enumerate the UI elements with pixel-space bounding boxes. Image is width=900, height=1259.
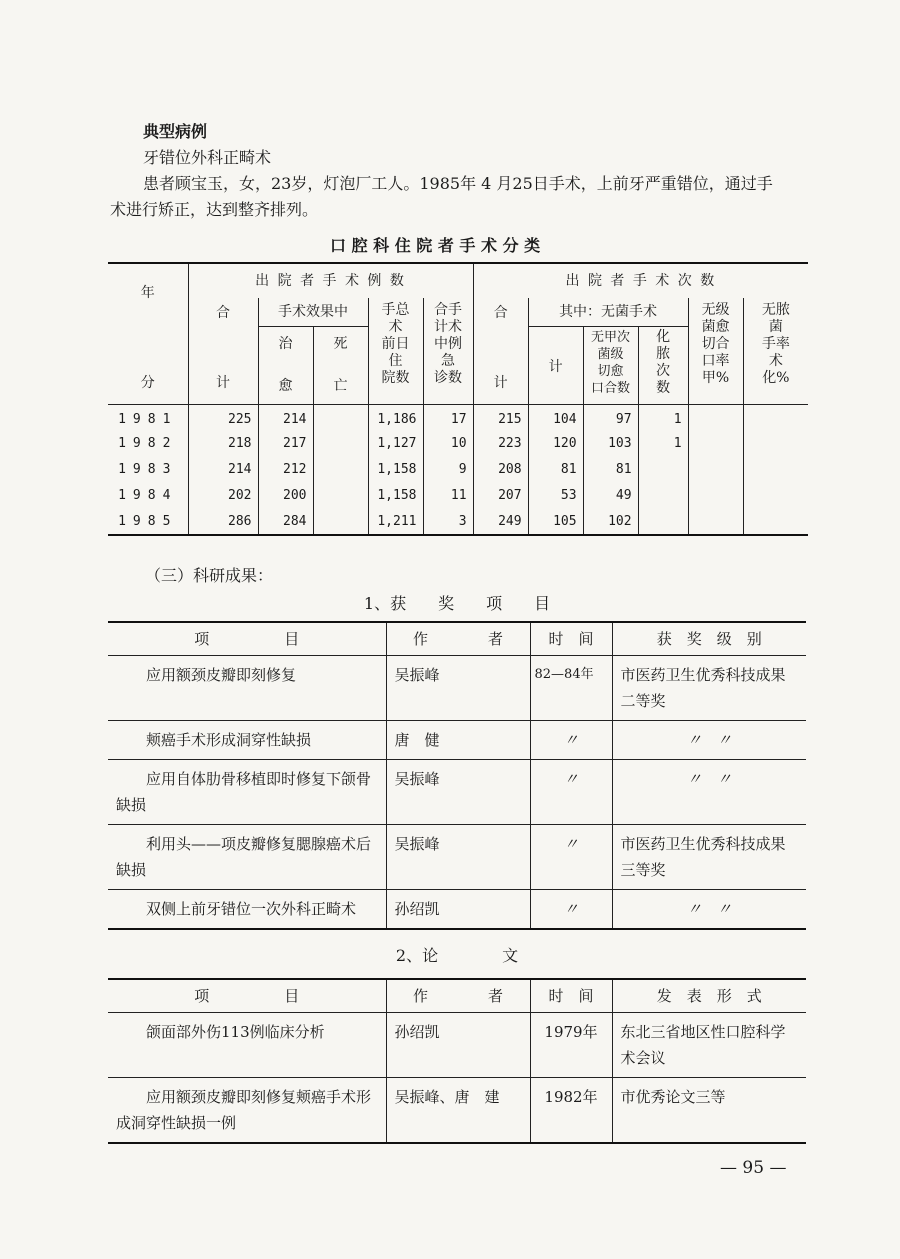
emergency-text: 合手 计术 中例 急 诊数 [434,302,463,386]
surgery-cell-rate [743,483,808,509]
surgery-cell-rate [743,431,808,457]
rate-suppuration-header [743,298,808,405]
surgery-cell-primary: 81 [583,457,638,483]
papers-header-author: 作 者 [386,979,530,1013]
year-header-top: 年 [140,285,155,301]
surgery-row [108,483,808,509]
paper-row [108,1013,806,1078]
surgery-cell-year: 1985 [108,509,188,535]
papers-table [108,978,806,1144]
award-row [108,825,806,890]
surgery-cell-emerg: 3 [423,509,473,535]
papers-table-body [108,1013,806,1144]
surgery-cell-emerg: 11 [423,483,473,509]
surgery-cell-supp [638,509,688,535]
award-time: 〃 [530,890,612,930]
surgery-cell-year: 1984 [118,488,178,503]
surgery-cell-aseptic: 104 [528,405,583,431]
surgery-cell-year: 1982 [118,436,178,451]
ops-total-header [473,298,528,405]
cured-header [258,327,313,405]
surgery-table [108,262,808,536]
suppuration-header [638,327,688,405]
award-row [108,760,806,825]
surgery-cell-rate [688,483,743,509]
aseptic-group-header: 其中：无菌手术 [528,298,688,327]
emergency-header [423,298,473,405]
surgery-row [108,431,808,457]
surgery-cell-rate [743,457,808,483]
surgery-cell-cured: 284 [258,509,313,535]
surgery-cell-ops: 207 [473,483,528,509]
surgery-cell-total: 286 [188,509,258,535]
dead-header-top: 死 [333,336,348,352]
surgery-cell-dead [313,483,368,509]
research-heading: （三）科研成果： [145,566,274,585]
surgery-cell-cured: 212 [258,457,313,483]
surgery-cell-total: 225 [188,405,258,431]
paper-row [108,1078,806,1144]
surgery-cell-aseptic: 81 [528,457,583,483]
dead-header [313,327,368,405]
case-text-line1: 患者顾宝玉，女，23岁，灯泡厂工人。1985年 4 月25日手术，上前牙严重错位，通过手 [143,174,773,193]
year-header-bottom: 分 [140,375,155,391]
award-level: 市医药卫生优秀科技成果二等奖 [612,656,806,721]
awards-table-body [108,656,806,930]
surgery-cell-days: 1,186 [368,405,423,431]
award-time: 82—84年 [530,656,612,721]
page-number: — 95 — [720,1158,787,1178]
preop-days-header [368,298,423,405]
paper-project: 应用额颈皮瓣即刻修复颊癌手术形成洞穿性缺损一例 [108,1078,386,1144]
surgery-cell-rate [688,457,743,483]
award-time: 〃 [530,825,612,890]
award-level: 〃 〃 [612,760,806,825]
case-title: 牙错位外科正畸术 [143,148,272,167]
awards-header-level: 获 奖 级 别 [612,622,806,656]
surgery-cell-dead [313,509,368,535]
aseptic-primary-header [583,327,638,405]
awards-header-time: 时 间 [530,622,612,656]
surgery-cell-days: 1,127 [368,431,423,457]
papers-title: 2、论 文 [395,946,519,965]
total-header-bottom: 计 [216,375,230,391]
aseptic-sub-total-header: 计 [528,327,583,405]
paper-time: 1979年 [530,1013,612,1078]
year-header [108,263,188,405]
table1-title: 口 腔 科 住 院 者 手 术 分 类 [330,236,541,255]
cured-header-bottom: 愈 [278,378,293,394]
award-row [108,890,806,930]
surgery-cell-aseptic: 105 [528,509,583,535]
award-row [108,656,806,721]
rate-suppuration-text: 无脓 菌 手率 术 化% [761,302,790,386]
total-header-top: 合 [216,305,230,321]
award-author: 吴振峰 [386,656,530,721]
dead-header-bottom: 亡 [333,378,348,394]
surgery-cell-primary: 49 [583,483,638,509]
award-project: 应用额颈皮瓣即刻修复 [108,656,386,721]
surgery-cell-total: 202 [188,483,258,509]
total-header [188,298,258,405]
awards-header-row [108,622,806,656]
award-project: 利用头——项皮瓣修复腮腺癌术后缺损 [108,825,386,890]
surgery-cell-ops: 208 [473,457,528,483]
surgery-cell-year: 1983 [118,462,178,477]
surgery-row [108,509,808,535]
award-author: 吴振峰 [386,760,530,825]
award-time: 〃 [530,721,612,760]
awards-title: 1、获 奖 项 目 [363,594,551,613]
surgery-cell-supp [638,457,688,483]
group-discharge-cases: 出 院 者 手 术 例 数 [188,263,473,298]
surgery-cell-rate [688,431,743,457]
surgery-cell-dead [313,431,368,457]
award-author: 孙绍凯 [386,890,530,930]
paper-time: 1982年 [530,1078,612,1144]
surgery-cell-supp: 1 [638,431,688,457]
papers-header-time: 时 间 [530,979,612,1013]
paper-form: 市优秀论文三等 [612,1078,806,1144]
surgery-cell-days: 1,211 [368,509,423,535]
rate-primary-header [688,298,743,405]
surgery-cell-total: 218 [188,431,258,457]
surgery-cell-ops: 223 [473,431,528,457]
award-author: 吴振峰 [386,825,530,890]
paper-form: 东北三省地区性口腔科学术会议 [612,1013,806,1078]
case-heading: 典型病例 [143,122,208,141]
ops-total-header-bottom: 计 [493,375,508,391]
rate-primary-text: 无级 菌愈 切合 口率 甲% [701,302,730,386]
cured-header-top: 治 [278,336,293,352]
effect-group-header: 手术效果中 [258,298,368,327]
surgery-cell-ops: 249 [473,509,528,535]
surgery-cell-primary: 97 [583,405,638,431]
aseptic-primary-text: 无甲次 菌级 切愈 口合数 [591,330,631,396]
paper-author: 孙绍凯 [386,1013,530,1078]
surgery-table-body [108,405,808,535]
surgery-cell-total: 214 [188,457,258,483]
surgery-cell-emerg: 9 [423,457,473,483]
surgery-cell-aseptic: 120 [528,431,583,457]
surgery-row [108,457,808,483]
ops-total-header-top: 合 [493,305,508,321]
surgery-cell-cured: 217 [258,431,313,457]
surgery-cell-ops: 215 [473,405,528,431]
surgery-cell-days: 1,158 [368,483,423,509]
award-project: 双侧上前牙错位一次外科正畸术 [108,890,386,930]
surgery-cell-aseptic: 53 [528,483,583,509]
papers-header-project: 项 目 [108,979,386,1013]
surgery-cell-emerg: 17 [423,405,473,431]
surgery-cell-primary: 102 [583,509,638,535]
surgery-cell-dead [313,457,368,483]
papers-header-row [108,979,806,1013]
award-project: 颊癌手术形成洞穿性缺损 [108,721,386,760]
surgery-cell-rate [743,509,808,535]
awards-header-author: 作 者 [386,622,530,656]
award-time: 〃 [530,760,612,825]
surgery-cell-rate [688,405,743,431]
surgery-cell-emerg: 10 [423,431,473,457]
surgery-cell-supp [638,483,688,509]
surgery-cell-dead [313,405,368,431]
preop-days-text: 手总 术 前日 住 院数 [381,302,410,386]
paper-project: 颌面部外伤113例临床分析 [108,1013,386,1078]
suppuration-text: 化 脓 次 数 [656,329,671,396]
case-text-line2: 术进行矫正，达到整齐排列。 [110,200,319,219]
paper-author: 吴振峰、唐 建 [386,1078,530,1144]
award-level: 市医药卫生优秀科技成果三等奖 [612,825,806,890]
award-author: 唐 健 [386,721,530,760]
group-discharge-ops: 出 院 者 手 术 次 数 [473,263,808,298]
award-row [108,721,806,760]
surgery-cell-cured: 214 [258,405,313,431]
awards-header-project: 项 目 [108,622,386,656]
awards-table [108,621,806,930]
papers-header-form: 发 表 形 式 [612,979,806,1013]
surgery-cell-rate [688,509,743,535]
surgery-cell-year: 1981 [118,412,178,428]
surgery-cell-supp: 1 [638,405,688,431]
surgery-cell-rate [743,405,808,431]
surgery-cell-days: 1,158 [368,457,423,483]
surgery-cell-cured: 200 [258,483,313,509]
award-level: 〃 〃 [612,721,806,760]
surgery-cell-primary: 103 [583,431,638,457]
award-level: 〃 〃 [612,890,806,930]
surgery-row [108,405,808,431]
award-project: 应用自体肋骨移植即时修复下颌骨缺损 [108,760,386,825]
